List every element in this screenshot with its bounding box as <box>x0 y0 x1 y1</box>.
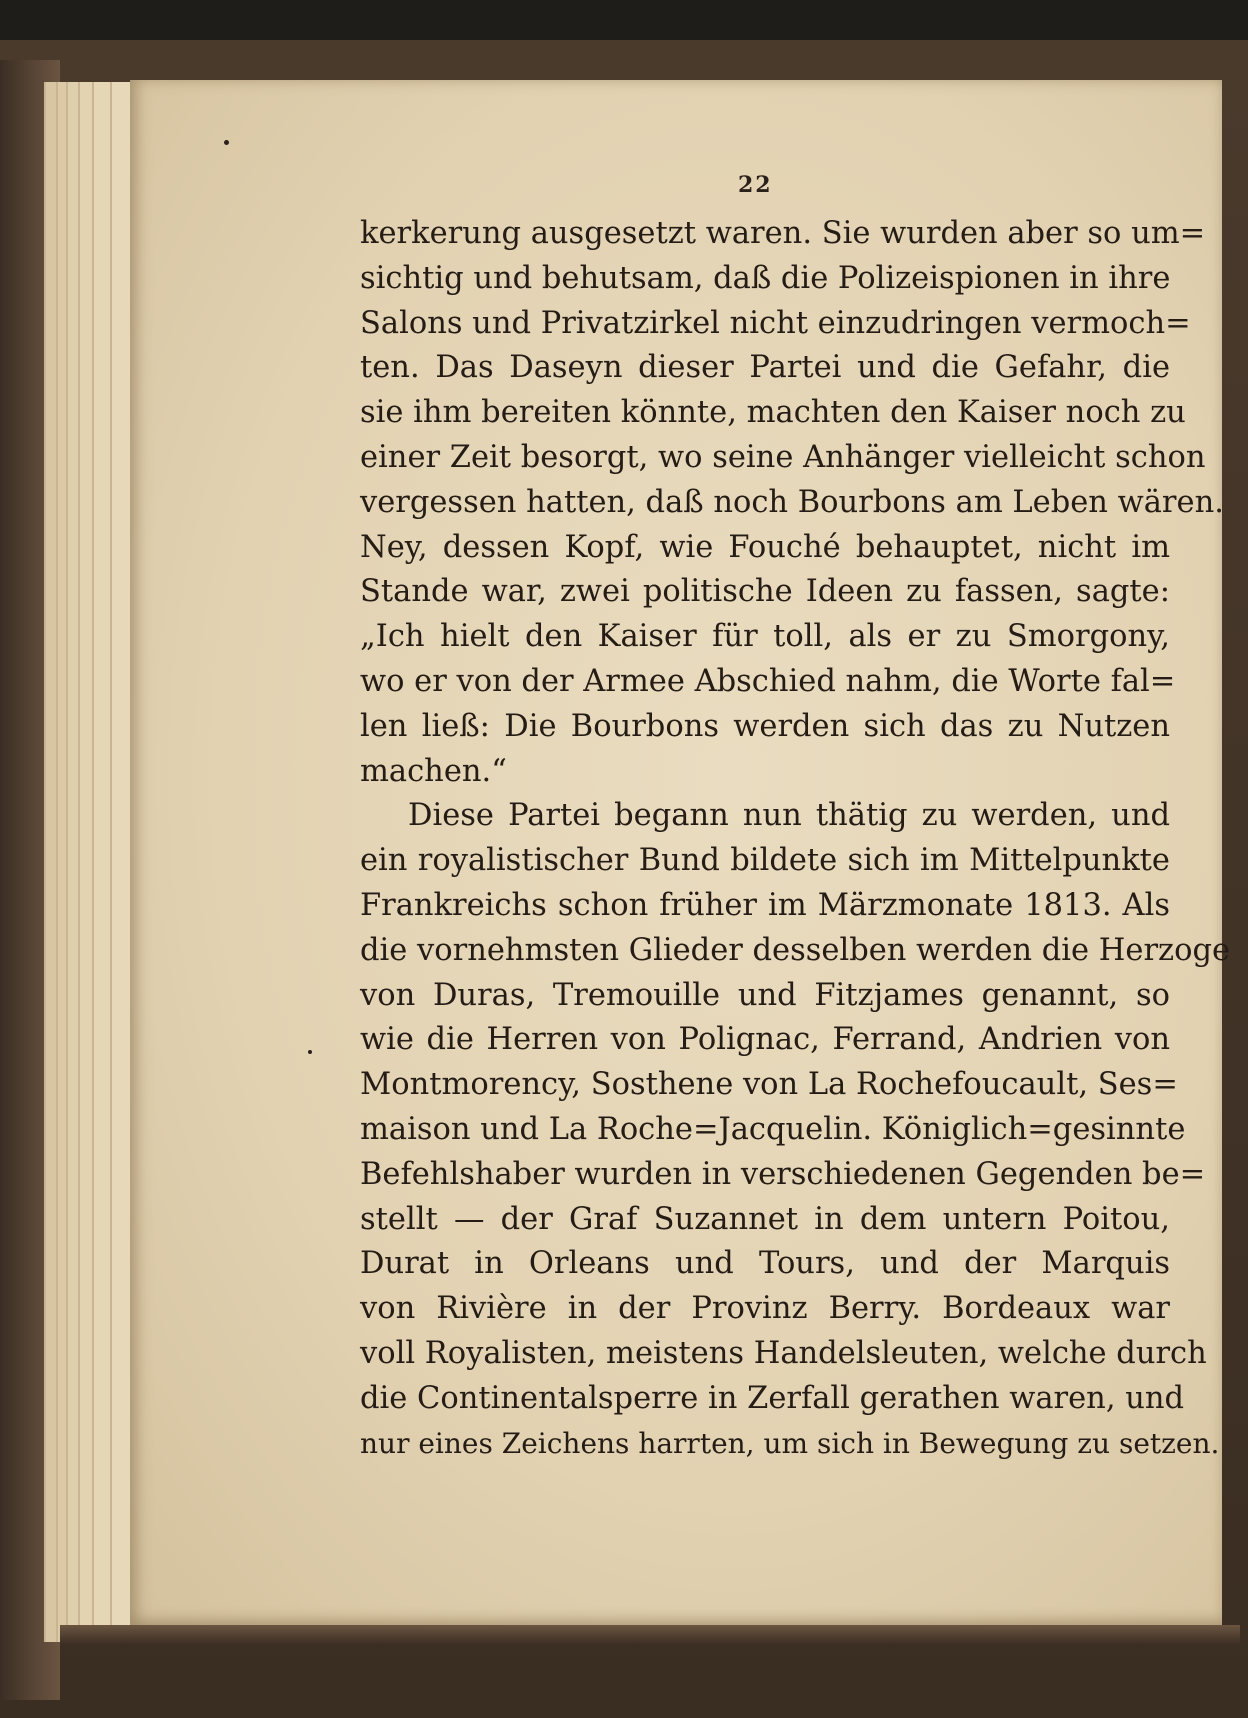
text-line: Diese Partei begann nun thätig zu werden, und <box>408 798 1170 834</box>
text-line: die Continentalsperre in Zerfall gerathen waren, und <box>360 1380 1185 1416</box>
text-line: von Rivière in der Provinz Berry. Bordeaux war <box>360 1291 1170 1327</box>
text-line: Stande war, zwei politische Ideen zu fassen, sagte: <box>360 574 1170 610</box>
text-line: die vornehmsten Glieder desselben werden die Herzoge <box>360 932 1231 968</box>
text-line: ein royalistischer Bund bildete sich im Mittelpunkte <box>360 843 1170 879</box>
text-line: „Ich hielt den Kaiser für toll, als er zu Smorgony, <box>360 619 1170 655</box>
text-line: von Duras, Tremouille und Fitzjames genannt, so <box>360 977 1170 1013</box>
ink-speck <box>308 1050 312 1054</box>
text-line: kerkerung ausgesetzt waren. Sie wurden aber so um= <box>360 216 1206 251</box>
text-line: maison und La Roche=Jacquelin. Königlich=gesinnte <box>360 1111 1186 1147</box>
text-line: sie ihm bereiten könnte, machten den Kaiser noch zu <box>360 395 1186 431</box>
text-line: voll Royalisten, meistens Handelsleuten, welche durch <box>360 1335 1207 1371</box>
text-line: wie die Herren von Polignac, Ferrand, Andrien von <box>360 1022 1170 1058</box>
page-number: 22 <box>738 172 773 198</box>
text-line: Montmorency, Sosthene von La Rochefoucault, Ses= <box>360 1067 1178 1103</box>
text-line: nur eines Zeichens harrten, um sich in Bewegung zu setzen. <box>360 1426 1220 1460</box>
text-line: Ney, dessen Kopf, wie Fouché behauptet, nicht im <box>360 529 1170 565</box>
text-line: einer Zeit besorgt, wo seine Anhänger vielleicht schon <box>360 439 1206 475</box>
text-line: stellt — der Graf Suzannet in dem untern Poitou, <box>360 1201 1170 1237</box>
book-bottom-edge <box>60 1625 1240 1645</box>
body-text <box>360 212 1231 1466</box>
text-line: ten. Das Daseyn dieser Partei und die Gefahr, die <box>360 350 1170 386</box>
text-line: Frankreichs schon früher im Märzmonate 1813. Als <box>360 887 1170 923</box>
text-line: vergessen hatten, daß noch Bourbons am Leben wären. <box>360 484 1224 520</box>
text-line: sichtig und behutsam, daß die Polizeispionen in ihre <box>360 260 1171 296</box>
text-line: len ließ: Die Bourbons werden sich das zu Nutzen <box>360 708 1170 744</box>
text-line: machen.“ <box>360 753 507 789</box>
text-line: Durat in Orleans und Tours, und der Marquis <box>360 1246 1170 1282</box>
text-line: Befehlshaber wurden in verschiedenen Gegenden be= <box>360 1156 1206 1192</box>
text-line: Salons und Privatzirkel nicht einzudringen vermoch= <box>360 305 1191 341</box>
ink-speck <box>224 140 229 145</box>
text-line: wo er von der Armee Abschied nahm, die Worte fal= <box>360 663 1176 699</box>
